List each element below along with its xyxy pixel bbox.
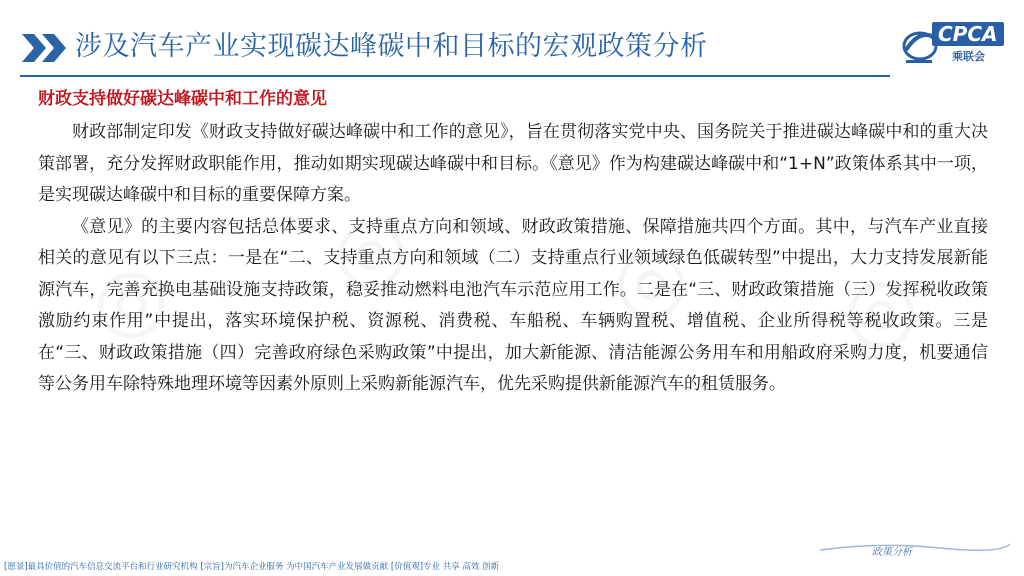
bottom-decoration (820, 540, 1010, 554)
logo-text: CPCA (932, 22, 1004, 46)
logo-subtext: 乘联会 (952, 50, 985, 63)
body-text (38, 117, 988, 401)
header-divider (20, 75, 890, 77)
slide-header (0, 18, 1024, 74)
footer-slogan: [愿景]最具价值的汽车信息交流平台和行业研究机构 [宗旨]为汽车企业服务 为中国汽车产业发展做贡献 [价值观]专业 共享 高效 创新 (4, 562, 500, 572)
section-heading: 财政支持做好碳达峰碳中和工作的意见 (38, 89, 327, 109)
watermark-logo: ◎ (588, 217, 707, 343)
watermark-logo: ◎ (818, 247, 937, 373)
cpca-logo (900, 18, 1012, 70)
slide-title: 涉及汽车产业实现碳达峰碳中和目标的宏观政策分析 (75, 31, 708, 62)
section-tag: 政策分析 (872, 547, 912, 558)
watermark-logo: ◎ (308, 187, 427, 313)
paragraph: 财政部制定印发《财政支持做好碳达峰碳中和工作的意见》，旨在贯彻落实党中央、国务院关于推进碳达峰碳中和的重大决策部署，充分发挥财政职能作用，推动如期实现碳达峰碳中和目标。《意见》作为构建碳达峰碳中和“1+N”政策体系其中一项，是实现碳达峰碳中和目标的重要保障方案。 (38, 122, 988, 205)
paragraph: 《意见》的主要内容包括总体要求、支持重点方向和领域、财政政策措施、保障措施共四个方面。其中，与汽车产业直接相关的意见有以下三点：一是在“二、支持重点方向和领域（二）支持重点行业领域绿色低碳转型”中提出，大力支持发展新能源汽车，完善充换电基础设施支持政策，稳妥推动燃料电池汽车示范应用工作。二是在“三、财政政策措施（三）发挥税收政策激励约束作用”中提出，落实环境保护税、资源税、消费税、车船税、车辆购置税、增值税、企业所得税等税收政策。三是在“三、财政政策措施（四）完善政府绿色采购政策”中提出，加大新能源、清洁能源公务用车和用船政府采购力度，机要通信等公务用车除特殊地理环境等因素外原则上采购新能源汽车，优先采购提供新能源汽车的租赁服务。 (38, 216, 988, 394)
watermark-logo: ◎ (68, 237, 187, 363)
double-chevron-icon (20, 34, 70, 62)
